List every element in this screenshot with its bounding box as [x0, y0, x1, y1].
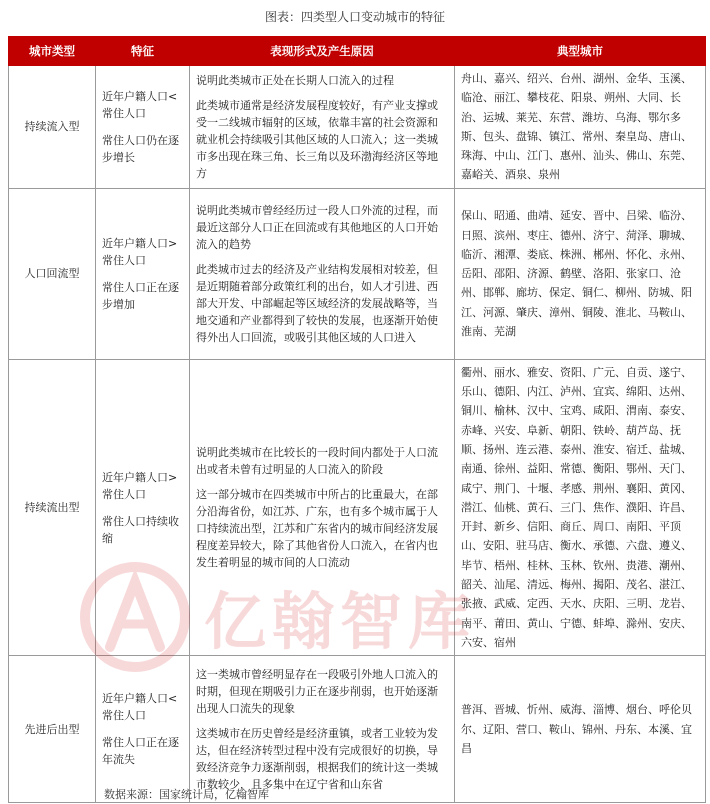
feature-line: 常住人口正在逐步增加 — [102, 280, 179, 311]
feature-line: 常住人口持续收缩 — [102, 514, 179, 545]
table-header-row — [9, 37, 706, 66]
row-features — [96, 359, 190, 655]
table-row — [9, 656, 706, 803]
form-paragraph: 说明此类城市在比较长的一段时间内都处于人口流出或者未曾有过明显的人口流入的阶段 — [196, 446, 438, 476]
form-paragraph: 这一部分城市在四类城市中所占的比重最大，在部分沿海省份，如江苏、广东，也有多个城市属于人口持续流出型，江苏和广东省内的城市间经济发展程度差异较大，除了其他省份人口流入，在省内也发生着明显的城市间的人口流动 — [196, 488, 438, 569]
row-type: 持续流出型 — [9, 359, 96, 655]
row-features — [96, 188, 190, 359]
feature-line: 近年户籍人口<常住人口 — [102, 89, 178, 120]
row-forms — [190, 656, 455, 803]
header-typical-cities: 典型城市 — [455, 37, 706, 66]
row-forms — [190, 359, 455, 655]
row-cities: 普洱、晋城、忻州、威海、淄博、烟台、呼伦贝尔、辽阳、营口、鞍山、锦州、丹东、本溪、宜昌 — [455, 656, 706, 803]
row-type: 人口回流型 — [9, 188, 96, 359]
row-type: 先进后出型 — [9, 656, 96, 803]
form-paragraph: 说明此类城市曾经经历过一段人口外流的过程，而最近这部分人口正在回流或有其他地区的人口开始流入的趋势 — [196, 203, 438, 251]
table-row — [9, 66, 706, 189]
header-form-reason: 表现形式及产生原因 — [190, 37, 455, 66]
form-paragraph: 此类城市通常是经济发展程度较好，有产业支撑或受一二线城市辐射的区域，依靠丰富的社会资源和就业机会持续吸引其他区域的人口流入；这一类城市多出现在珠三角、长三角以及环渤海经济区等地方 — [196, 98, 438, 180]
row-features — [96, 66, 190, 189]
table-row — [9, 188, 706, 359]
city-type-table — [8, 36, 706, 803]
feature-line: 近年户籍人口<常住人口 — [102, 692, 178, 723]
row-forms — [190, 66, 455, 189]
header-city-type: 城市类型 — [9, 37, 96, 66]
form-paragraph: 说明此类城市正处在长期人口流入的过程 — [196, 73, 394, 87]
row-forms — [190, 188, 455, 359]
header-feature: 特征 — [96, 37, 190, 66]
form-paragraph: 这类城市在历史曾经是经济重镇，或者工业较为发达，但在经济转型过程中没有完成很好的切换，导致经济竞争力逐渐削弱，根据我们的统计这一类城市数较少，且多集中在辽宁省和山东省 — [196, 726, 438, 791]
feature-line: 近年户籍人口>常住人口 — [102, 236, 178, 267]
figure-caption: 图表：四类型人口变动城市的特征 — [264, 10, 445, 24]
watermark-text: 亿翰智库 — [204, 585, 477, 658]
feature-line: 常住人口正在逐年流失 — [102, 736, 179, 767]
row-cities: 衢州、丽水、雅安、资阳、广元、自贡、遂宁、乐山、德阳、内江、泸州、宜宾、绵阳、达州、铜川、榆林、汉中、宝鸡、咸阳、渭南、泰安、赤峰、兴安、阜新、朝阳、铁岭、葫芦岛、抚顺、扬州、连云港、泰州、淮安、宿迁、盐城、南通、徐州、益阳、常德、衡阳、鄂州、天门、咸宁、荆门、十堰、孝感、荆州、襄阳、黄冈、潜江、仙桃、黄石、三门、焦作、濮阳、许昌、开封、新乡、信阳、商丘、周口、南阳、平顶山、安阳、驻马店、衡水、承德、六盘、遵义、毕节、梧州、桂林、玉林、钦州、贵港、潮州、韶关、汕尾、清远、梅州、揭阳、茂名、湛江、张掖、武威、定西、天水、庆阳、三明、龙岩、南平、莆田、黄山、宁德、蚌埠、滁州、安庆、六安、宿州 — [455, 359, 706, 655]
row-type: 持续流入型 — [9, 66, 96, 189]
feature-line: 常住人口仍在逐步增长 — [102, 133, 179, 164]
feature-line: 近年户籍人口>常住人口 — [102, 470, 178, 501]
table-row — [9, 359, 706, 655]
data-source-note: 数据来源：国家统计局，亿翰智库 — [104, 788, 269, 801]
row-cities: 舟山、嘉兴、绍兴、台州、湖州、金华、玉溪、临沧、丽江、攀枝花、阳泉、朔州、大同、长治、运城、莱芜、东营、潍坊、乌海、鄂尔多斯、包头、盘锦、镇江、常州、秦皇岛、唐山、珠海、中山、江门、惠州、汕头、佛山、东莞、嘉峪关、酒泉、泉州 — [455, 66, 706, 189]
form-paragraph: 此类城市过去的经济及产业结构发展相对较差，但是近期随着部分政策红利的出台，如人才引进、西部大开发、中部崛起等区域经济的发展战略等，当地交通和产业都得到了较快的发展，也逐渐开始使得外出人口回流，或吸引其他区域的人口进入 — [196, 262, 438, 344]
row-features — [96, 656, 190, 803]
row-cities: 保山、昭通、曲靖、延安、晋中、吕梁、临汾、日照、滨州、枣庄、德州、济宁、菏泽、聊城、临沂、湘潭、娄底、株洲、郴州、怀化、永州、岳阳、邵阳、济源、鹤壁、洛阳、张家口、沧州、邯郸、廊坊、保定、铜仁、柳州、防城、阳江、河源、肇庆、漳州、铜陵、淮北、马鞍山、淮南、芜湖 — [455, 188, 706, 359]
form-paragraph: 这一类城市曾经明显存在一段吸引外地人口流入的时期，但现在期吸引力正在逐步削弱，也开始逐渐出现人口流失的现象 — [196, 667, 438, 715]
